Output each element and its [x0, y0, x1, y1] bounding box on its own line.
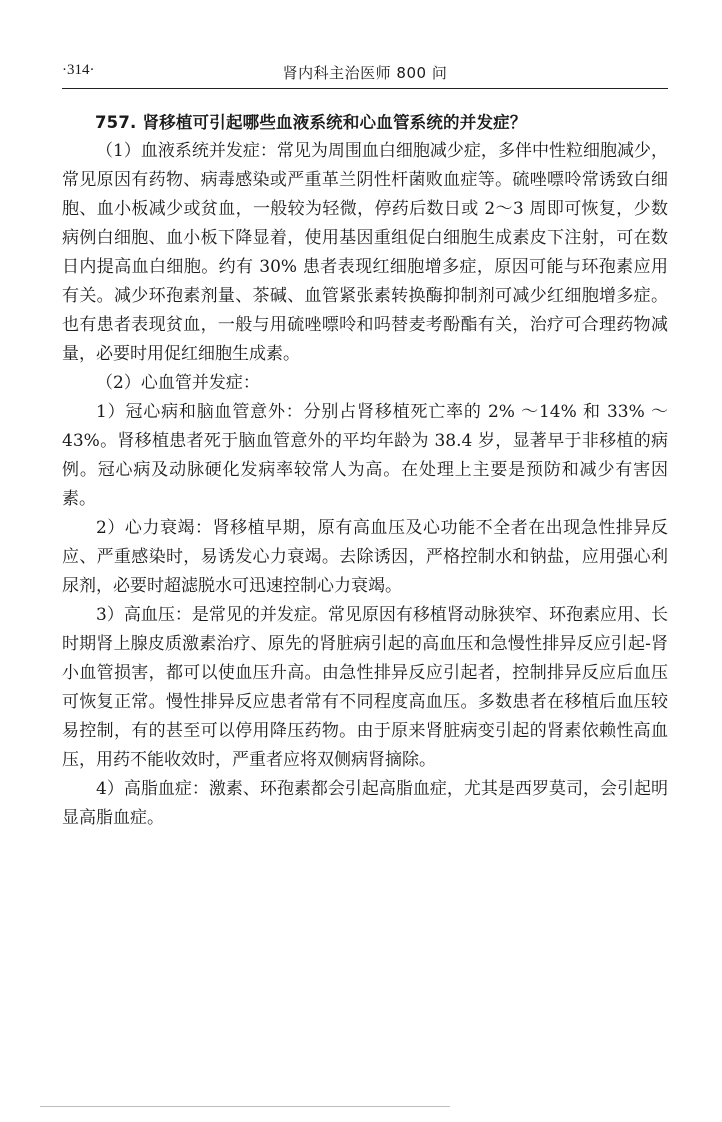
- header-rule: [62, 88, 668, 89]
- paragraph-cardiovascular-heading: （2）心血管并发症：: [96, 373, 260, 393]
- paragraph-hypertension: 3）高血压：是常见的并发症。常见原因有移植肾动脉狭窄、环孢素应用、长时期肾上腺皮质激素治疗、原先的肾脏病引起的高血压和急慢性排异反应引起-肾小血管损害，都可以使血压升高。由急性排异反应引起者，控制排异反应后血压可恢复正常。慢性排异反应患者常有不同程度高血压。多数患者在移植后血压较易控制，有的甚至可以停用降压药物。由于原来肾脏病变引起的肾素依赖性高血压，用药不能收效时，严重者应将双侧病肾摘除。: [62, 605, 668, 770]
- paragraph-coronary-cerebrovascular: 1）冠心病和脑血管意外：分别占肾移植死亡率的 2% ～14% 和 33% ～43%。肾移植患者死于脑血管意外的平均年龄为 38.4 岁，显著早于非移植的病例。冠心病及动脉硬化发病率较常人为高。在处理上主要是预防和减少有害因素。: [62, 402, 668, 509]
- running-title: 肾内科主治医师 800 问: [282, 64, 448, 82]
- paragraph-heart-failure: 2）心力衰竭：肾移植早期，原有高血压及心功能不全者在出现急性排异反应、严重感染时，易诱发心力衰竭。去除诱因，严格控制水和钠盐，应用强心利尿剂，必要时超滤脱水可迅速控制心力衰竭。: [62, 518, 668, 596]
- bottom-scan-rule: [40, 1106, 450, 1107]
- question-heading: 757. 肾移植可引起哪些血液系统和心血管系统的并发症？: [95, 113, 527, 132]
- page-header: [62, 62, 668, 84]
- page-number: ·314·: [62, 62, 95, 78]
- page-content: [62, 108, 668, 833]
- paragraph-hyperlipidemia: 4）高脂血症：激素、环孢素都会引起高脂血症，尤其是西罗莫司，会引起明显高脂血症。: [62, 779, 668, 828]
- paragraph-hematologic: （1）血液系统并发症：常见为周围血白细胞减少症，多伴中性粒细胞减少，常见原因有药物、病毒感染或严重革兰阴性杆菌败血症等。硫唑嘌呤常诱致白细胞、血小板减少或贫血，一般较为轻微，停药后数日或 2～3 周即可恢复，少数病例白细胞、血小板下降显着，使用基因重组促白细胞生成素皮下注射，可在数日内提高血白细胞。约有 30% 患者表现红细胞增多症，原因可能与环孢素应用有关。减少环孢素剂量、茶碱、血管紧张素转换酶抑制剂可减少红细胞增多症。也有患者表现贫血，一般与用硫唑嘌呤和吗替麦考酚酯有关，治疗可合理药物减量，必要时用促红细胞生成素。: [62, 141, 668, 364]
